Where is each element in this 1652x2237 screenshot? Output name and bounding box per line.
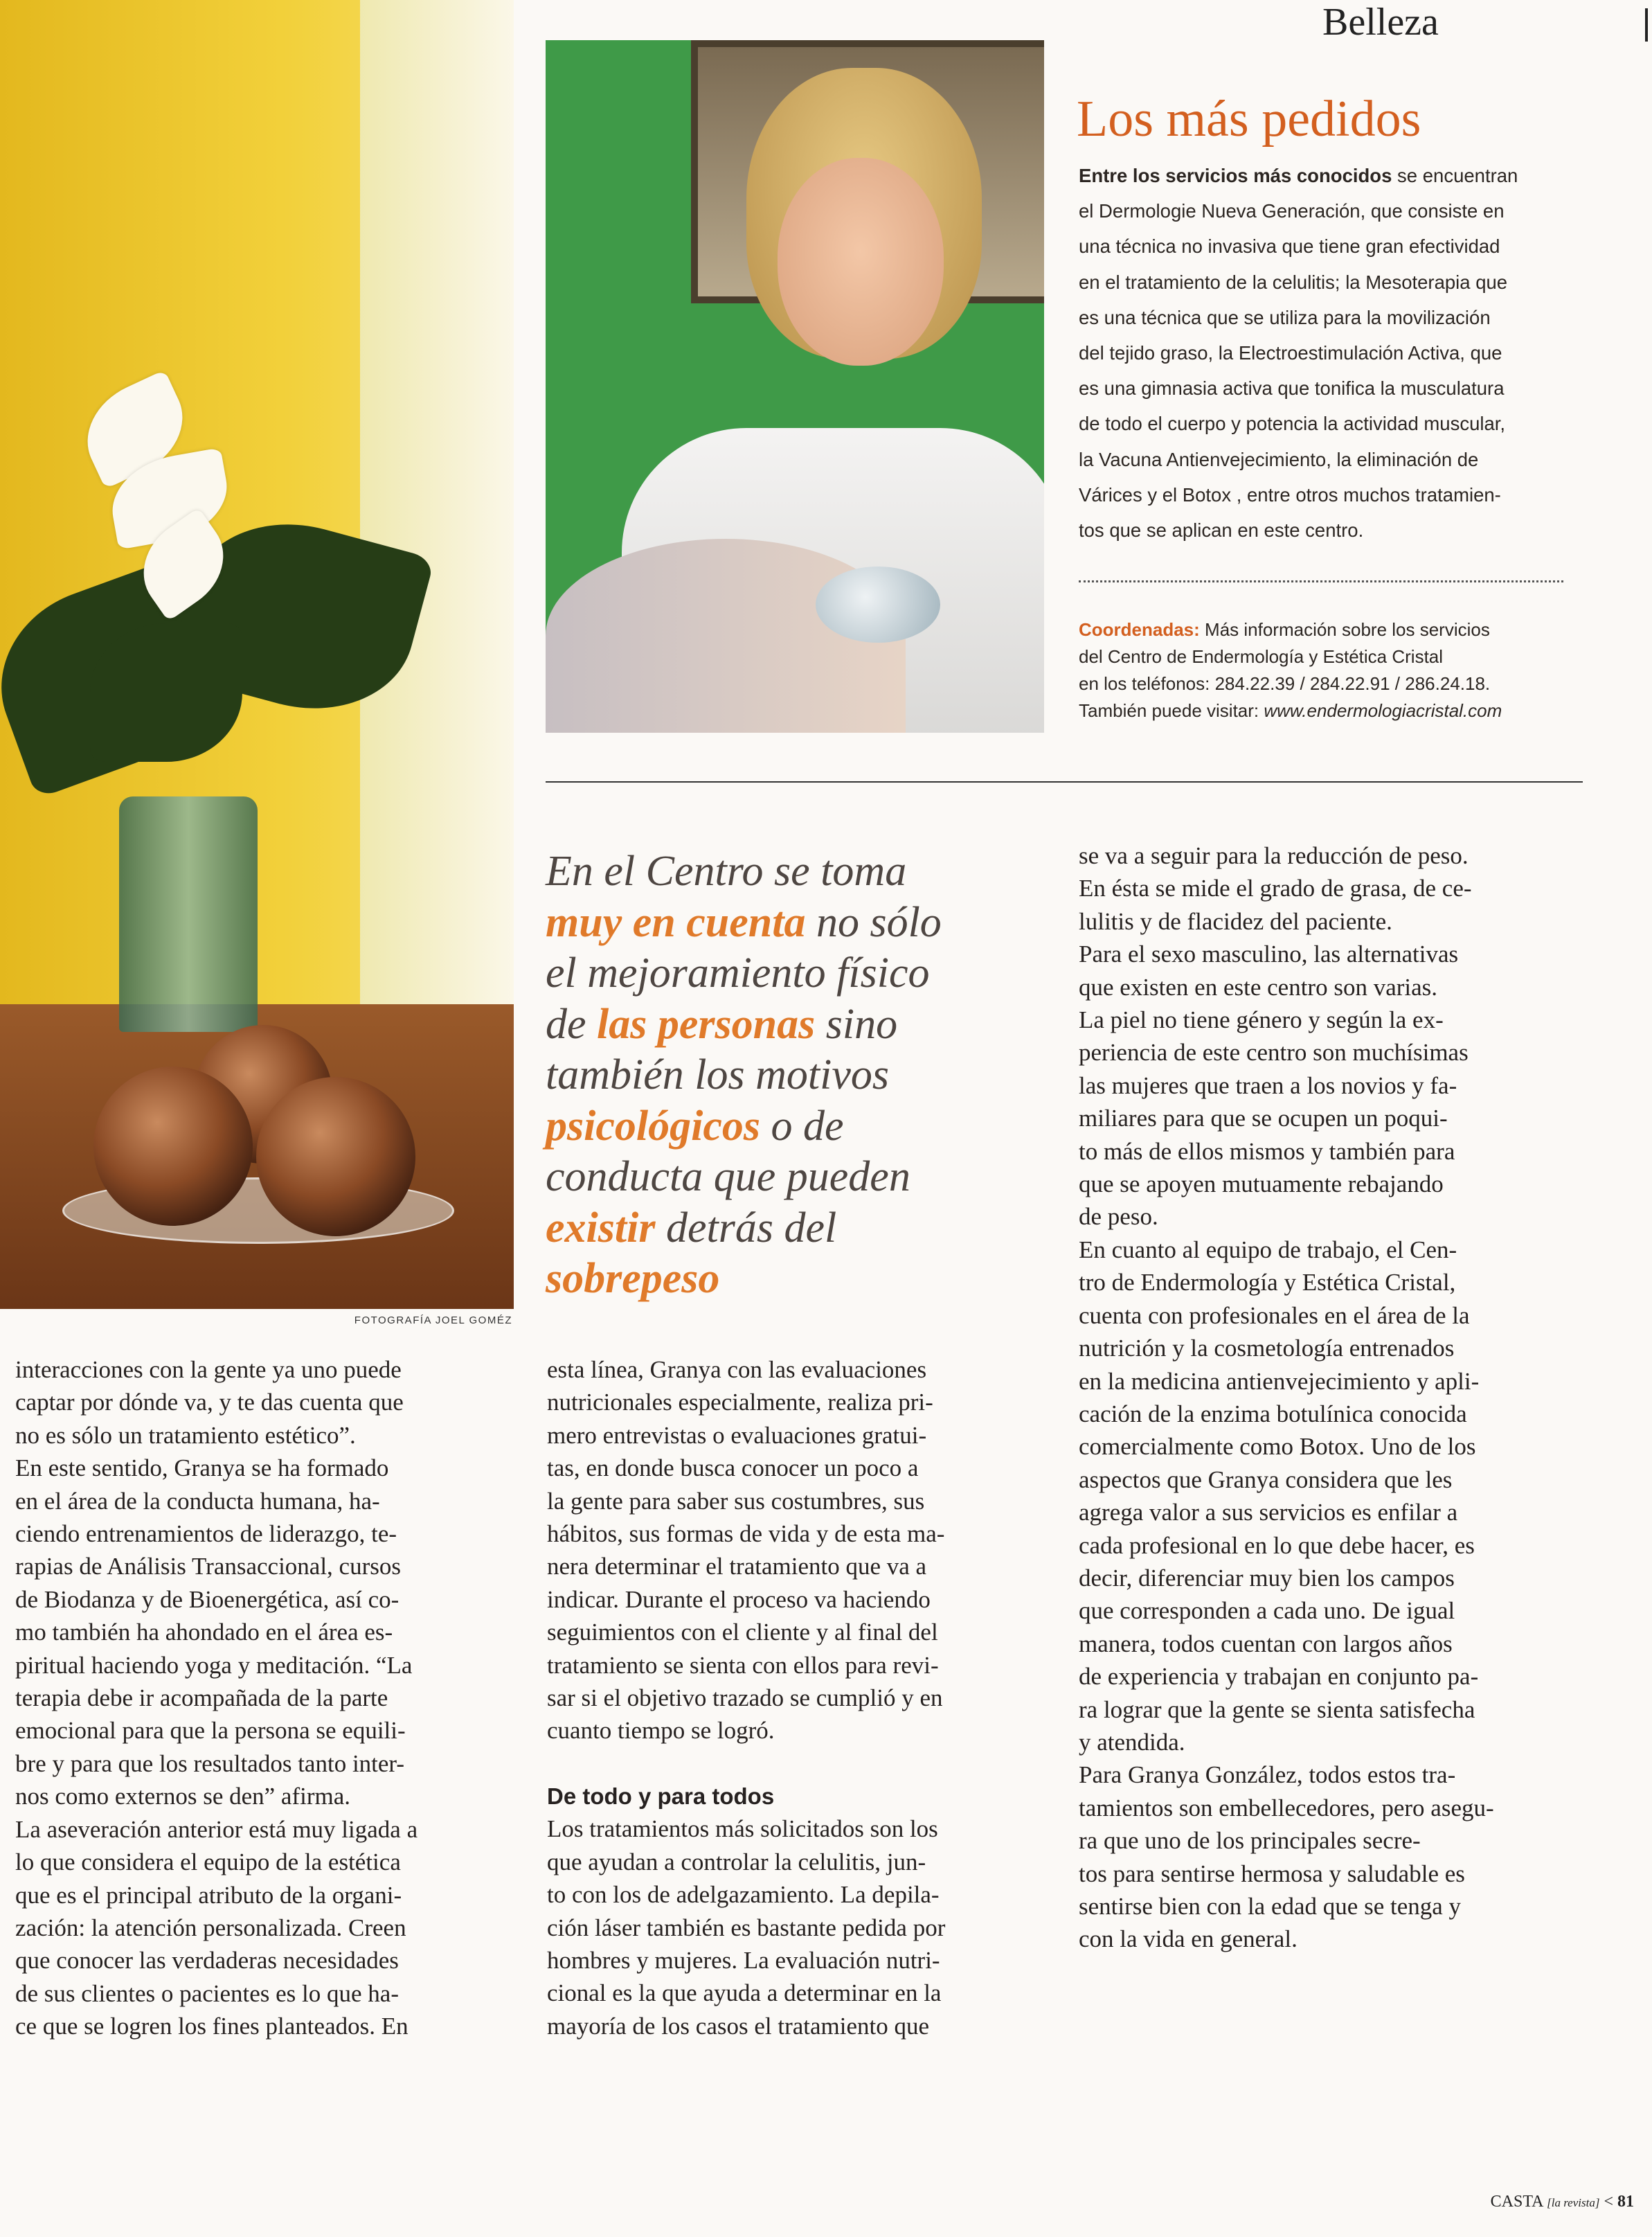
text-line: que conocer las verdaderas necesidades [15, 1947, 399, 1975]
text-line: cuanto tiempo se logró. [547, 1717, 775, 1745]
text-line: zación: la atención personalizada. Creen [15, 1914, 406, 1941]
text-line: ciendo entrenamientos de liderazgo, te- [15, 1520, 397, 1548]
sidebar-line: Várices y el Botox , entre otros muchos tratamien- [1079, 483, 1501, 506]
text-line: periencia de este centro son muchísimas [1079, 1039, 1469, 1067]
sidebar-line: del tejido graso, la Electroestimulación Activa, que [1079, 342, 1502, 364]
text-line: tas, en donde busca conocer un poco a [547, 1454, 919, 1482]
contact-phones: en los teléfonos: 284.22.39 / 284.22.91 / 286.24.18. [1079, 673, 1491, 694]
pull-quote-highlight: las personas [597, 1000, 816, 1048]
sidebar-lead: Entre los servicios más conocidos [1079, 165, 1392, 186]
horizontal-rule [546, 781, 1583, 783]
text-line: rapias de Análisis Transaccional, cursos [15, 1553, 401, 1580]
sidebar-line: se encuentran [1392, 165, 1518, 186]
pull-quote-highlight: existir [546, 1204, 656, 1251]
pull-quote-text: de [546, 1000, 598, 1048]
text-line: sar si el objetivo trazado se cumplió y en [547, 1684, 943, 1712]
photo-credit: FOTOGRAFÍA JOEL GOMÉZ [354, 1314, 512, 1326]
text-line: En este sentido, Granya se ha formado [15, 1454, 389, 1482]
text-line: indicar. Durante el proceso va haciendo [547, 1585, 931, 1613]
magazine-subtitle: [la revista] [1547, 2196, 1600, 2209]
photo-flowers-candles [0, 0, 514, 1309]
text-line: miliares para que se ocupen un poqui- [1079, 1105, 1448, 1132]
text-line: emocional para que la persona se equili- [15, 1717, 406, 1745]
subheading: De todo y para todos [547, 1783, 775, 1809]
text-line: nera determinar el tratamiento que va a [547, 1553, 927, 1580]
text-line: tratamiento se sienta con ellos para revi- [547, 1651, 939, 1679]
sidebar-title: Los más pedidos [1077, 91, 1421, 148]
page-number: 81 [1617, 2193, 1634, 2211]
text-line: ra lograr que la gente se sienta satisfecha [1079, 1695, 1475, 1723]
pull-quote-highlight: muy en cuenta [546, 898, 806, 946]
page-footer [1412, 2193, 1634, 2211]
pull-quote-text: En el Centro se toma [546, 848, 907, 895]
pull-quote-text: el mejoramiento físico [546, 950, 930, 997]
text-line: Para el sexo masculino, las alternativas [1079, 941, 1459, 968]
text-line: ra que uno de los principales secre- [1079, 1827, 1421, 1855]
pull-quote-text: conducta que pueden [546, 1153, 910, 1200]
text-line: terapia debe ir acompañada de la parte [15, 1684, 388, 1712]
sidebar-line: el Dermologie Nueva Generación, que consiste en [1079, 200, 1505, 222]
pull-quote-highlight: sobrepeso [546, 1255, 720, 1302]
sidebar-line: de todo el cuerpo y potencia la actividad muscular, [1079, 413, 1506, 435]
text-line: que corresponden a cada uno. De igual [1079, 1597, 1455, 1625]
text-line: aspectos que Granya considera que les [1079, 1465, 1453, 1493]
text-line: En cuanto al equipo de trabajo, el Cen- [1079, 1236, 1457, 1263]
text-line: cional es la que ayuda a determinar en la [547, 1979, 942, 2007]
text-line: cuenta con profesionales en el área de la [1079, 1301, 1470, 1329]
text-line: ción láser también es bastante pedida por [547, 1914, 946, 1941]
text-line: de experiencia y trabajan en conjunto pa- [1079, 1663, 1479, 1691]
text-line: de Biodanza y de Bioenergética, así co- [15, 1585, 399, 1613]
text-line: no es sólo un tratamiento estético”. [15, 1421, 356, 1449]
text-line: de sus clientes o pacientes es lo que ha- [15, 1979, 399, 2007]
text-line: En ésta se mide el grado de grasa, de ce- [1079, 875, 1472, 902]
pull-quote [546, 846, 1030, 1305]
sidebar-text [1079, 158, 1563, 548]
article-column-2 [547, 1353, 1045, 2042]
text-line: que se apoyen mutuamente rebajando [1079, 1170, 1444, 1198]
text-line: de peso. [1079, 1203, 1158, 1231]
text-line: bre y para que los resultados tanto inter- [15, 1749, 405, 1777]
text-line: interacciones con la gente ya uno puede [15, 1356, 402, 1383]
text-line: cada profesional en lo que debe hacer, es [1079, 1531, 1475, 1559]
text-line: mayoría de los casos el tratamiento que [547, 2012, 930, 2040]
text-line: Para Granya González, todos estos tra- [1079, 1761, 1456, 1789]
text-line: piritual haciendo yoga y meditación. “La [15, 1651, 413, 1679]
text-line: captar por dónde va, y te das cuenta que [15, 1389, 404, 1416]
contact-line: Más información sobre los servicios [1199, 619, 1490, 640]
article-column-1 [15, 1353, 514, 2043]
text-line: hombres y mujeres. La evaluación nutri- [547, 1946, 940, 1974]
text-line: manera, todos cuentan con largos años [1079, 1630, 1453, 1657]
sidebar-line: es una técnica que se utiliza para la movilización [1079, 306, 1491, 328]
text-line: nutricionales especialmente, realiza pri- [547, 1389, 933, 1416]
pull-quote-text: detrás del [655, 1204, 837, 1251]
text-line: to con los de adelgazamiento. La depila- [547, 1881, 940, 1909]
text-line: nutrición y la cosmetología entrenados [1079, 1335, 1455, 1362]
pull-quote-text: también los motivos [546, 1051, 889, 1098]
sidebar-line: tos que se aplican en este centro. [1079, 519, 1364, 542]
text-line: se va a seguir para la reducción de peso. [1079, 842, 1469, 869]
text-line: cación de la enzima botulínica conocida [1079, 1400, 1467, 1427]
text-line: en el área de la conducta humana, ha- [15, 1487, 380, 1515]
text-line: mero entrevistas o evaluaciones gratui- [547, 1421, 927, 1449]
text-line: esta línea, Granya con las evaluaciones [547, 1356, 927, 1383]
footer-arrow: < [1604, 2193, 1613, 2211]
text-line: lo que considera el equipo de la estética [15, 1848, 401, 1876]
section-divider [1645, 8, 1648, 42]
text-line: comercialmente como Botox. Uno de los [1079, 1433, 1476, 1461]
sidebar-line: la Vacuna Antienvejecimiento, la eliminación de [1079, 448, 1479, 470]
text-line: que ayudan a controlar la celulitis, jun- [547, 1848, 926, 1875]
text-line: hábitos, sus formas de vida y de esta ma- [547, 1520, 945, 1548]
text-line: tro de Endermología y Estética Cristal, [1079, 1269, 1456, 1296]
pull-quote-highlight: psicológicos [546, 1102, 760, 1150]
magazine-name: CASTA [1490, 2193, 1543, 2211]
text-line: y atendida. [1079, 1728, 1185, 1756]
text-line: ce que se logren los fines planteados. En [15, 2013, 408, 2040]
sidebar-line: en el tratamiento de la celulitis; la Mesoterapia que [1079, 271, 1508, 293]
text-line: en la medicina antienvejecimiento y apli- [1079, 1367, 1480, 1395]
article-column-3 [1079, 839, 1577, 1956]
contact-line: También puede visitar: [1079, 700, 1264, 721]
text-line: La piel no tiene género y según la ex- [1079, 1006, 1444, 1034]
text-line: Los tratamientos más solicitados son los [547, 1815, 938, 1843]
text-line: to más de ellos mismos y también para [1079, 1137, 1455, 1165]
text-line: tos para sentirse hermosa y saludable es [1079, 1860, 1465, 1887]
contact-line: del Centro de Endermología y Estética Cristal [1079, 646, 1444, 667]
text-line: con la vida en general. [1079, 1925, 1298, 1953]
text-line: nos como externos se den” afirma. [15, 1783, 351, 1810]
sidebar-contact [1079, 616, 1570, 724]
text-line: La aseveración anterior está muy ligada a [15, 1815, 418, 1843]
sidebar-line: una técnica no invasiva que tiene gran efectividad [1079, 235, 1500, 258]
text-line: decir, diferenciar muy bien los campos [1079, 1564, 1455, 1592]
text-line: tamientos son embellecedores, pero asegu- [1079, 1794, 1494, 1821]
text-line: sentirse bien con la edad que se tenga y [1079, 1893, 1462, 1920]
photo-esthetician-treatment [546, 40, 1044, 733]
text-line: lulitis y de flacidez del paciente. [1079, 907, 1392, 935]
pull-quote-text: o de [760, 1102, 844, 1150]
text-line: que existen en este centro son varias. [1079, 973, 1438, 1001]
pull-quote-text: sino [815, 1000, 898, 1048]
section-title: Belleza [1322, 1, 1439, 44]
text-line: que es el principal atributo de la organi- [15, 1881, 402, 1909]
text-line: agrega valor a sus servicios es enfilar a [1079, 1499, 1458, 1526]
text-line: las mujeres que traen a los novios y fa- [1079, 1071, 1457, 1099]
website-link[interactable]: www.endermologiacristal.com [1264, 700, 1502, 721]
text-line: mo también ha ahondado en el área es- [15, 1619, 393, 1646]
pull-quote-text: no sólo [805, 898, 942, 946]
text-line: seguimientos con el cliente y al final del [547, 1619, 938, 1646]
text-line: la gente para saber sus costumbres, sus [547, 1487, 925, 1515]
contact-label: Coordenadas: [1079, 619, 1200, 640]
sidebar-line: es una gimnasia activa que tonifica la musculatura [1079, 377, 1505, 400]
sidebar-divider [1079, 580, 1563, 582]
